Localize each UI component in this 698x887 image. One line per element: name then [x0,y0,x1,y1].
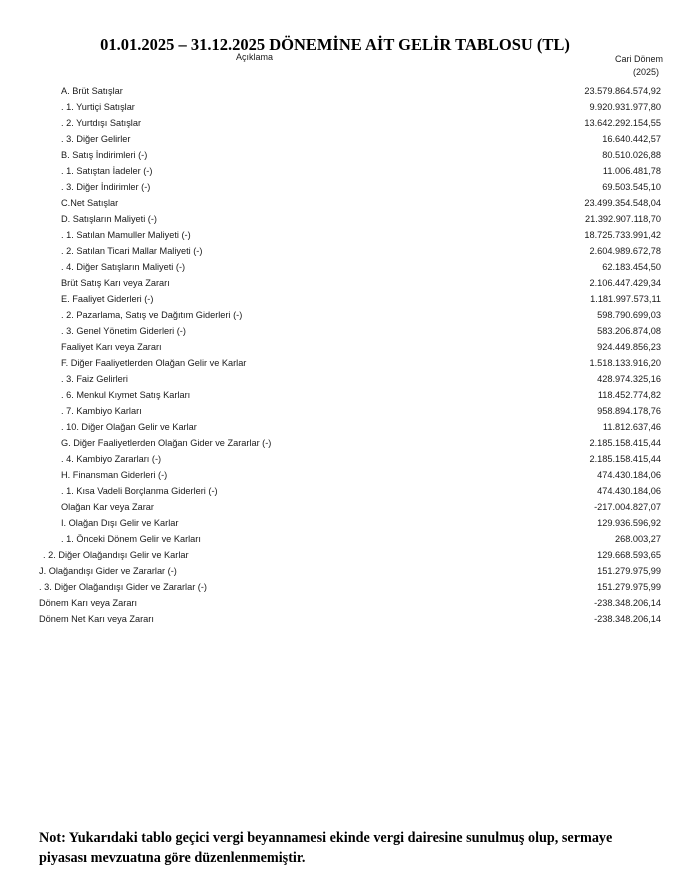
table-row [0,451,698,467]
table-row [0,179,698,195]
row-value: 23.579.864.574,92 [584,86,661,96]
row-value: 474.430.184,06 [597,470,661,480]
row-label: . 3. Diğer Olağandışı Gider ve Zararlar (-) [39,582,207,592]
row-value: 2.185.158.415,44 [589,454,661,464]
row-label: A. Brüt Satışlar [61,86,123,96]
table-row [0,547,698,563]
row-label: B. Satış İndirimleri (-) [61,150,148,160]
row-label: . 3. Faiz Gelirleri [61,374,128,384]
table-row [0,131,698,147]
table-row [0,371,698,387]
table-row [0,435,698,451]
row-value: 9.920.931.977,80 [589,102,661,112]
row-label: . 2. Yurtdışı Satışlar [61,118,142,128]
table-row [0,499,698,515]
row-value: -217.004.827,07 [594,502,661,512]
row-label: G. Diğer Faaliyetlerden Olağan Gider ve Zararlar (-) [61,438,272,448]
row-label: Dönem Karı veya Zararı [39,598,138,608]
table-row [0,163,698,179]
row-label: . 1. Kısa Vadeli Borçlanma Giderleri (-) [61,486,218,496]
table-row [0,83,698,99]
row-label: D. Satışların Maliyeti (-) [61,214,157,224]
footnote: Not: Yukarıdaki tablo geçici vergi beyannamesi ekinde vergi dairesine sunulmuş olup, sermaye piyasası mevzuatına göre düzenlenmemiştir. [39,830,613,866]
row-label: . 3. Genel Yönetim Giderleri (-) [61,326,186,336]
row-value: 11.812.637,46 [602,422,661,432]
row-value: 924.449.856,23 [597,342,661,352]
row-value: 129.936.596,92 [597,518,661,528]
row-label: . 3. Diğer İndirimler (-) [61,182,151,192]
row-label: E. Faaliyet Giderleri (-) [61,294,154,304]
table-row [0,467,698,483]
current-period-year: (2025) [632,67,659,77]
row-value: 474.430.184,06 [597,486,661,496]
row-value: 151.279.975,99 [597,582,661,592]
page-title: 01.01.2025 – 31.12.2025 DÖNEMİNE AİT GELİR TABLOSU (TL) [100,35,570,54]
table-row [0,483,698,499]
row-label: . 1. Satıştan İadeler (-) [61,166,153,176]
row-value: 598.790.699,03 [597,310,661,320]
row-value: 18.725.733.991,42 [584,230,661,240]
current-period-label: Cari Dönem [614,54,663,64]
row-label: . 7. Kambiyo Karları [61,406,142,416]
table-row [0,307,698,323]
table-row [0,147,698,163]
row-value: 23.499.354.548,04 [584,198,661,208]
row-label: Faaliyet Karı veya Zararı [61,342,162,352]
row-label: . 1. Satılan Mamuller Maliyeti (-) [61,230,191,240]
row-value: -238.348.206,14 [594,598,661,608]
column-header-current-period [615,53,663,79]
row-label: . 2. Pazarlama, Satış ve Dağıtım Giderleri (-) [61,310,243,320]
row-value: 268.003,27 [615,534,661,544]
table-row [0,259,698,275]
row-value: 428.974.325,16 [597,374,661,384]
row-label: . 2. Diğer Olağandışı Gelir ve Karlar [43,550,189,560]
table-row [0,595,698,611]
row-value: 1.181.997.573,11 [590,294,661,304]
row-value: 80.510.026,88 [602,150,661,160]
table-row [0,403,698,419]
row-label: Olağan Kar veya Zarar [61,502,154,512]
row-label: . 1. Önceki Dönem Gelir ve Karları [61,534,201,544]
table-row [0,275,698,291]
table-row [0,195,698,211]
row-label: . 4. Diğer Satışların Maliyeti (-) [61,262,186,272]
row-value: 129.668.593,65 [597,550,661,560]
column-header-description: Açıklama [236,52,274,62]
row-value: -238.348.206,14 [594,614,661,624]
row-value: 69.503.545,10 [602,182,661,192]
row-label: . 6. Menkul Kıymet Satış Karları [61,390,191,400]
row-value: 958.894.178,76 [597,406,661,416]
table-row [0,243,698,259]
table-row [0,355,698,371]
row-value: 2.106.447.429,34 [589,278,661,288]
row-label: . 1. Yurtiçi Satışlar [61,102,135,112]
row-label: . 4. Kambiyo Zararları (-) [61,454,162,464]
row-label: I. Olağan Dışı Gelir ve Karlar [61,518,179,528]
row-value: 1.518.133.916,20 [589,358,661,368]
table-row [0,211,698,227]
row-value: 151.279.975,99 [597,566,661,576]
table-row [0,227,698,243]
row-value: 583.206.874,08 [597,326,661,336]
table-row [0,339,698,355]
row-label: C.Net Satışlar [61,198,119,208]
row-value: 118.452.774,82 [597,390,661,400]
row-value: 2.185.158.415,44 [589,438,661,448]
row-label: J. Olağandışı Gider ve Zararlar (-) [39,566,177,576]
row-label: Dönem Net Karı veya Zararı [39,614,154,624]
table-row [0,291,698,307]
table-row [0,579,698,595]
row-value: 13.642.292.154,55 [584,118,661,128]
row-label: . 3. Diğer Gelirler [61,134,131,144]
table-row [0,115,698,131]
row-label: . 10. Diğer Olağan Gelir ve Karlar [61,422,197,432]
row-label: F. Diğer Faaliyetlerden Olağan Gelir ve Karlar [61,358,247,368]
table-row [0,323,698,339]
row-value: 2.604.989.672,78 [589,246,661,256]
row-label: . 2. Satılan Ticari Mallar Maliyeti (-) [61,246,203,256]
table-row [0,531,698,547]
table-row [0,611,698,627]
income-statement-table [0,83,698,627]
table-row [0,99,698,115]
table-row [0,515,698,531]
table-row [0,387,698,403]
row-label: H. Finansman Giderleri (-) [61,470,168,480]
table-row [0,419,698,435]
row-label: Brüt Satış Karı veya Zararı [61,278,170,288]
row-value: 16.640.442,57 [602,134,661,144]
row-value: 62.183.454,50 [602,262,661,272]
row-value: 21.392.907.118,70 [585,214,661,224]
table-row [0,563,698,579]
row-value: 11.006.481,78 [602,166,661,176]
